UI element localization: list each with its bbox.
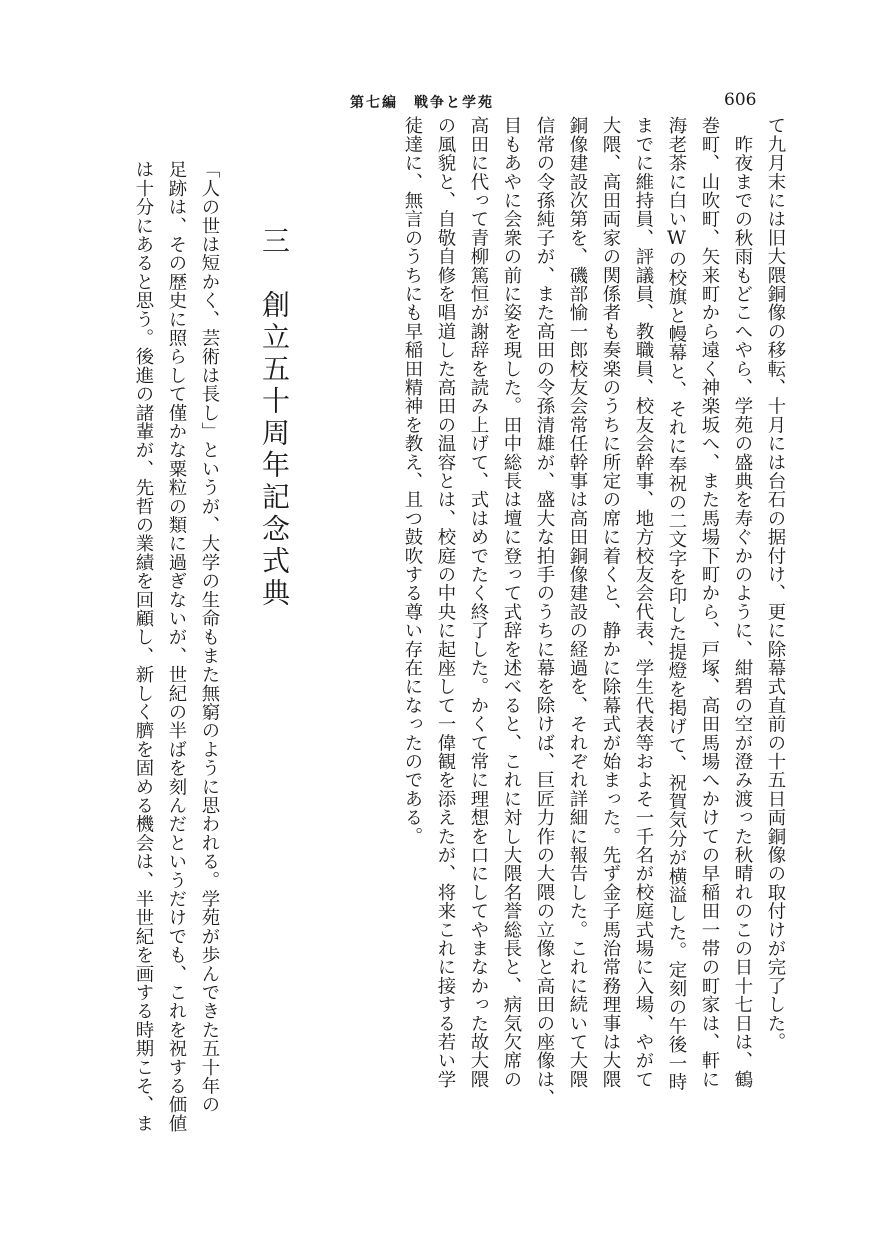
page-number: 606 bbox=[724, 90, 757, 110]
text-column: 大隈、高田両家の関係者も奏楽のうちに所定の席に着くと、静かに除幕式が始まった。先ず金子馬治常務理事は大隈 bbox=[600, 116, 621, 1089]
text-column: 「人の世は短かく、芸術は長し」というが、大学の生命もまた無窮のように思われる。学苑が歩んできた五十年の bbox=[199, 160, 220, 1114]
text-column: 海老茶に白いWの校旗と幔幕と、それに奉祝の二文字を印した提燈を掲げて、祝賀気分が横溢した。定刻の午後一時 bbox=[666, 116, 687, 1091]
text-column: までに維持員、評議員、教職員、校友会幹事、地方校友会代表、学生代表等およそ一千名が校庭式場に入場、やがて bbox=[633, 116, 654, 1089]
section-title: 三 創立五十周年記念式典 bbox=[258, 226, 291, 610]
text-column: 銅像建設次第を、磯部愉一郎校友会常任幹事は高田銅像建設の経過を、それぞれ詳細に報告した。これに続いて大隈 bbox=[567, 116, 588, 1089]
text-column: の風貌と、自敬自修を唱道した高田の温容とは、校庭の中央に起座して一偉観を添えたが、将来これに接する若い学 bbox=[435, 116, 456, 1089]
text-column: 高田に代って青柳篤恒が謝辞を読み上げて、式はめでたく終了した。かくて常に理想を口にしてやまなかった故大隈 bbox=[468, 116, 489, 1089]
text-column: 昨夜までの秋雨もどこへやら、学苑の盛典を寿ぐかのように、紺碧の空が澄み渡った秋晴れのこの日十七日は、鶴 bbox=[732, 116, 753, 1089]
running-header: 第七編 戦争と学苑 bbox=[350, 95, 494, 111]
text-column: 信常の令孫純子が、また高田の令孫清雄が、盛大な拍手のうちに幕を除けば、巨匠力作の大隈の立像と高田の座像は、 bbox=[534, 116, 555, 1108]
text-column: は十分にあると思う。後進の諸輩が、先哲の業績を回顧し、新しく臍を固める機会は、半世紀を画する時期こそ、ま bbox=[133, 160, 154, 1133]
text-column: 足跡は、その歴史に照らして僅かな粟粒の類に過ぎないが、世紀の半ばを刻んだというだけでも、これを祝する価値 bbox=[166, 160, 187, 1133]
text-column: て九月末には旧大隈銅像の移転、十月には台石の据付け、更に除幕式直前の十五日両銅像の取付けが完了した。 bbox=[765, 116, 786, 1051]
text-column: 巻町、山吹町、矢来町から遠く神楽坂へ、また馬場下町から、戸塚、高田馬場へかけての早稲田一帯の町家は、軒に bbox=[699, 116, 720, 1089]
text-column: 目もあやに会衆の前に姿を現した。田中総長は壇に登って式辞を述べると、これに対し大隈名誉総長と、病気欠席の bbox=[501, 116, 522, 1089]
text-column: 徒達に、無言のうちにも早稲田精神を教え、且つ鼓吹する尊い存在になったのである。 bbox=[402, 116, 423, 846]
